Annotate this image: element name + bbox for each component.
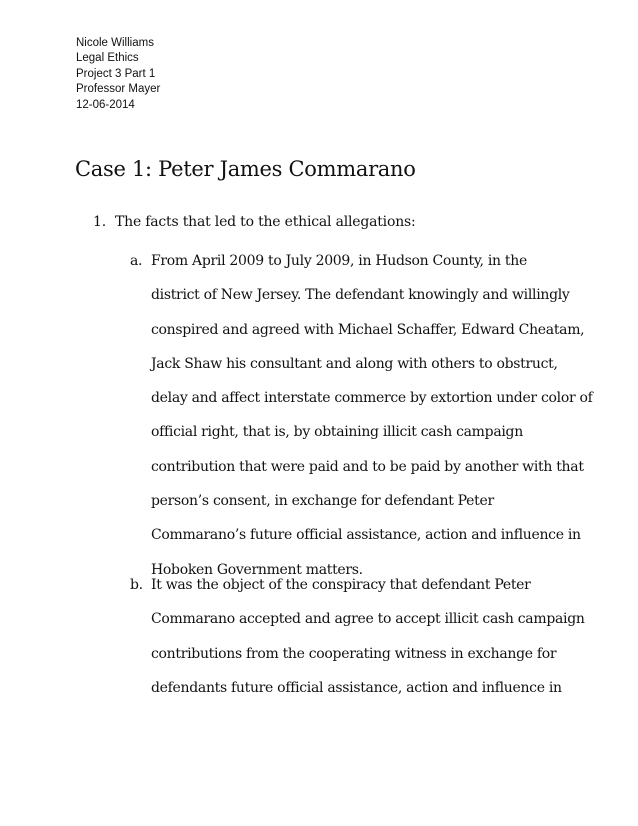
text-line: district of New Jersey. The defendant knowingly and willingly [151,287,570,304]
project-name: Project 3 Part 1 [76,67,156,80]
author-name: Nicole Williams [76,37,154,49]
list-item-1-number: 1. [93,214,106,230]
text-line: defendants future official assistance, action and influence in [151,679,562,696]
text-line: delay and affect interstate commerce by extortion under color of [151,390,593,407]
text-line: conspired and agreed with Michael Schaffer, Edward Cheatam, [151,321,585,338]
list-item-1-text: The facts that led to the ethical allegations: [115,214,416,230]
text-line: From April 2009 to July 2009, in Hudson County, in the [151,253,527,269]
text-line: person’s consent, in exchange for defendant Peter [151,493,494,510]
text-line: official right, that is, by obtaining illicit cash campaign [151,424,523,441]
text-line: Hoboken Government matters. [151,561,363,578]
sub-item-b-label: b. [130,577,143,593]
text-line: It was the object of the conspiracy that defendant Peter [151,577,531,593]
document-date: 12-06-2014 [76,98,135,111]
sub-item-a-label: a. [130,253,143,269]
text-line: contribution that were paid and to be paid by another with that [151,458,584,475]
professor-name: Professor Mayer [76,83,161,96]
text-line: Jack Shaw his consultant and along with others to obstruct, [151,355,558,372]
course-name: Legal Ethics [76,52,139,65]
header-block [76,36,160,113]
text-line: Commarano accepted and agree to accept illicit cash campaign [151,611,585,628]
sub-item-a-text [151,244,593,587]
text-line: Commarano’s future official assistance, action and influence in [151,527,581,544]
text-line: contributions from the cooperating witness in exchange for [151,645,557,662]
sub-item-b-text [151,568,585,705]
sub-item-a [130,244,593,587]
list-item-1 [93,214,416,230]
sub-item-b [130,568,585,705]
page-title: Case 1: Peter James Commarano [75,157,416,181]
